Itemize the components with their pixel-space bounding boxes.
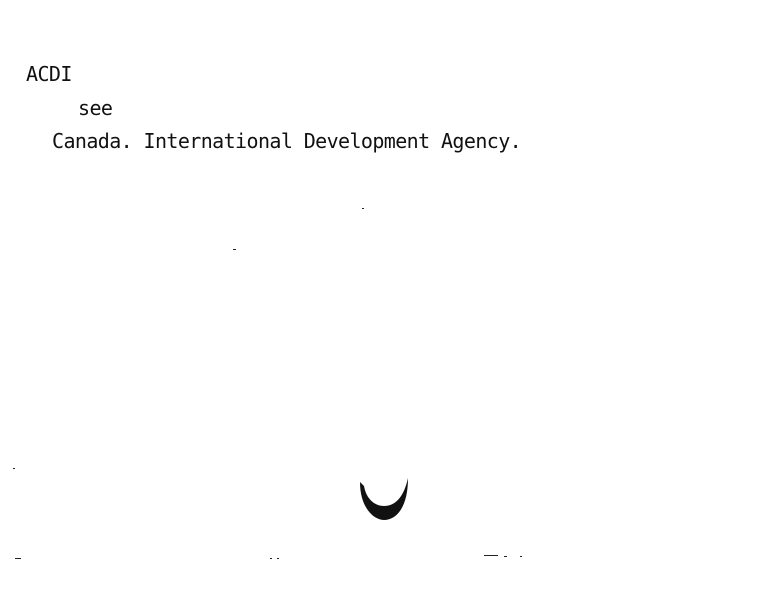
scan-speck [270,558,272,559]
punch-hole-icon [358,472,410,524]
scan-speck [13,468,15,469]
cross-reference: Canada. International Development Agency. [52,129,522,153]
scan-speck [233,249,236,250]
scan-speck [15,558,21,559]
scan-speck [504,556,507,557]
scan-speck [277,558,279,559]
scan-speck [362,208,364,209]
scan-speck [484,555,498,556]
see-label: see [78,96,113,120]
card-heading: ACDI [26,62,72,86]
scan-speck [520,556,522,557]
